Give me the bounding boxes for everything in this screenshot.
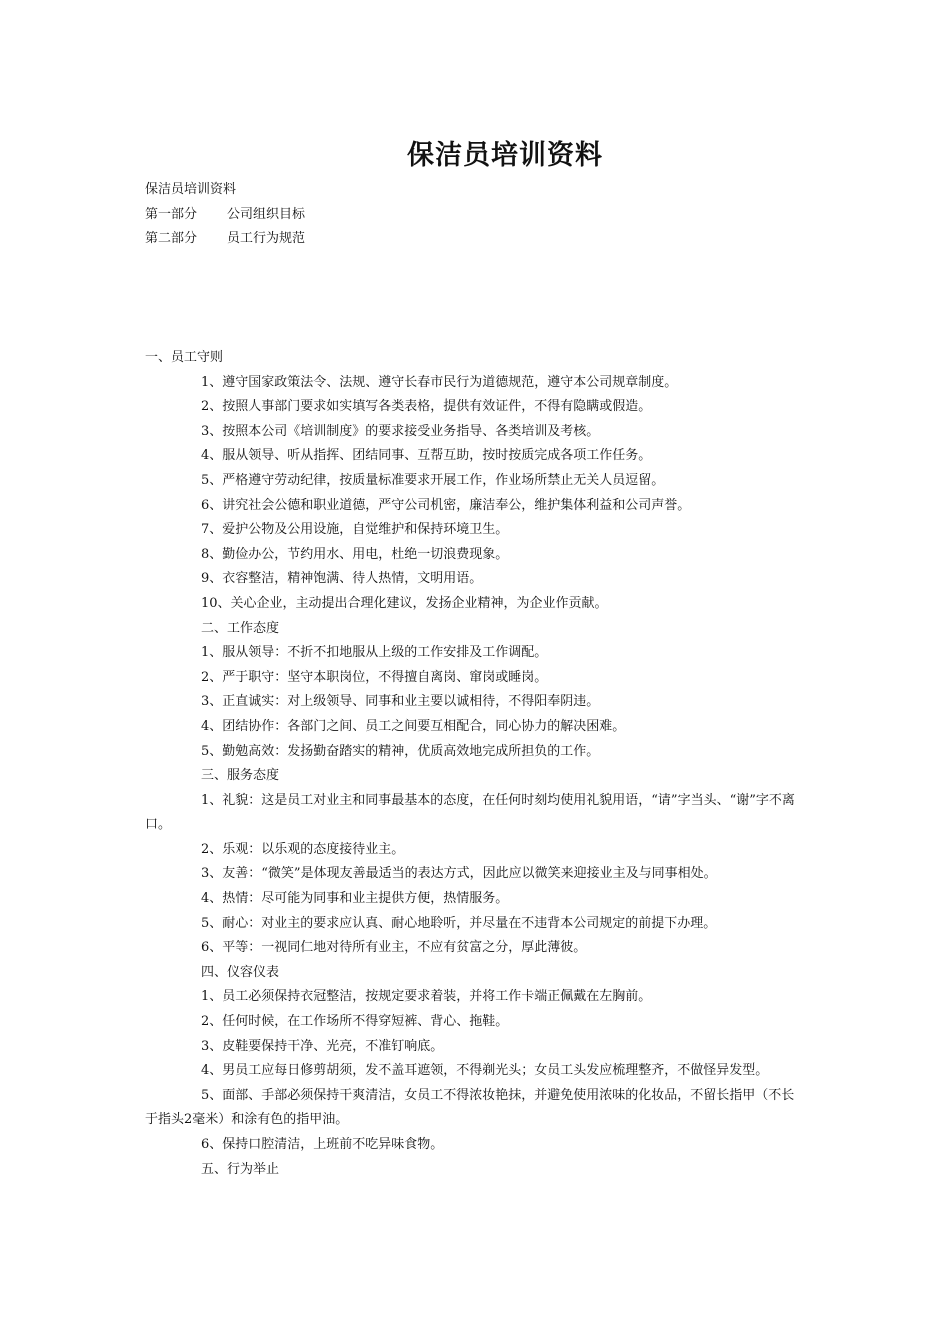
list-item: 7、爱护公物及公用设施，自觉维护和保持环境卫生。 (201, 522, 509, 538)
list-item: 1、遵守国家政策法令、法规、遵守长春市民行为道德规范，遵守本公司规章制度。 (201, 374, 678, 390)
list-item: 5、耐心：对业主的要求应认真、耐心地聆听，并尽量在不违背本公司规定的前提下办理。 (201, 915, 717, 931)
part-1-label: 第一部分 (145, 206, 198, 222)
list-item: 5、严格遵守劳动纪律，按质量标准要求开展工作，作业场所禁止无关人员逗留。 (201, 472, 665, 488)
list-item: 3、友善：“微笑”是体现友善最适当的表达方式，因此应以微笑来迎接业主及与同事相处。 (201, 866, 717, 882)
list-item: 5、面部、手部必须保持干爽清洁，女员工不得浓妆艳抹，并避免使用浓味的化妆品，不留长指甲（不长于指头2毫米）和涂有色的指甲油。 (145, 1087, 795, 1128)
document-body (145, 346, 801, 1182)
section-5-heading: 五、行为举止 (201, 1161, 280, 1177)
toc-part-2 (145, 227, 305, 252)
toc-part-1 (145, 203, 305, 228)
section-2-heading: 二、工作态度 (201, 620, 280, 636)
section-1-heading: 一、员工守则 (145, 350, 224, 365)
document-title: 保洁员培训资料 (407, 140, 603, 171)
part-1-title: 公司组织目标 (227, 206, 306, 222)
list-item: 4、热情：尽可能为同事和业主提供方便，热情服务。 (201, 891, 509, 907)
list-item: 4、男员工应每日修剪胡须，发不盖耳遮领，不得剃光头；女员工头发应梳理整齐，不做怪异发型。 (201, 1063, 769, 1079)
list-item: 1、服从领导：不折不扣地服从上级的工作安排及工作调配。 (201, 645, 548, 661)
list-item: 5、勤勉高效：发扬勤奋踏实的精神，优质高效地完成所担负的工作。 (201, 743, 600, 759)
list-item: 2、严于职守：坚守本职岗位，不得擅自离岗、窜岗或睡岗。 (201, 669, 548, 685)
list-item: 9、衣容整洁，精神饱满、待人热情，文明用语。 (201, 571, 483, 587)
list-item: 2、任何时候，在工作场所不得穿短裤、背心、拖鞋。 (201, 1014, 509, 1030)
list-item: 4、服从领导、听从指挥、团结同事、互帮互助，按时按质完成各项工作任务。 (201, 448, 652, 464)
list-item: 6、讲究社会公德和职业道德，严守公司机密，廉洁奉公，维护集体利益和公司声誉。 (201, 497, 691, 513)
section-3-heading: 三、服务态度 (201, 768, 280, 784)
list-item: 3、正直诚实：对上级领导、同事和业主要以诚相待，不得阳奉阴违。 (201, 694, 600, 710)
list-item: 6、平等：一视同仁地对待所有业主，不应有贫富之分，厚此薄彼。 (201, 940, 587, 956)
part-2-title: 员工行为规范 (227, 231, 306, 246)
list-item: 3、皮鞋要保持干净、光亮，不准钉响底。 (201, 1038, 444, 1054)
intro-block (145, 178, 305, 252)
list-item: 1、员工必须保持衣冠整洁，按规定要求着装，并将工作卡端正佩戴在左胸前。 (201, 989, 652, 1005)
part-2-label: 第二部分 (145, 231, 198, 246)
list-item: 10、关心企业，主动提出合理化建议，发扬企业精神，为企业作贡献。 (201, 595, 608, 611)
list-item: 3、按照本公司《培训制度》的要求接受业务指导、各类培训及考核。 (201, 423, 600, 439)
list-item: 6、保持口腔清洁，上班前不吃异味食物。 (201, 1137, 444, 1152)
list-item: 8、勤俭办公，节约用水、用电，杜绝一切浪费现象。 (201, 546, 509, 562)
list-item: 2、按照人事部门要求如实填写各类表格，提供有效证件，不得有隐瞒或假造。 (201, 399, 652, 415)
section-4-heading: 四、仪容仪表 (201, 964, 280, 980)
list-item: 1、礼貌：这是员工对业主和同事最基本的态度，在任何时刻均使用礼貌用语，“请”字当头、“谢”字不离口。 (145, 792, 795, 833)
list-item: 4、团结协作：各部门之间、员工之间要互相配合，同心协力的解决困难。 (201, 718, 626, 734)
list-item: 2、乐观：以乐观的态度接待业主。 (201, 841, 405, 857)
intro-line: 保洁员培训资料 (145, 182, 237, 197)
